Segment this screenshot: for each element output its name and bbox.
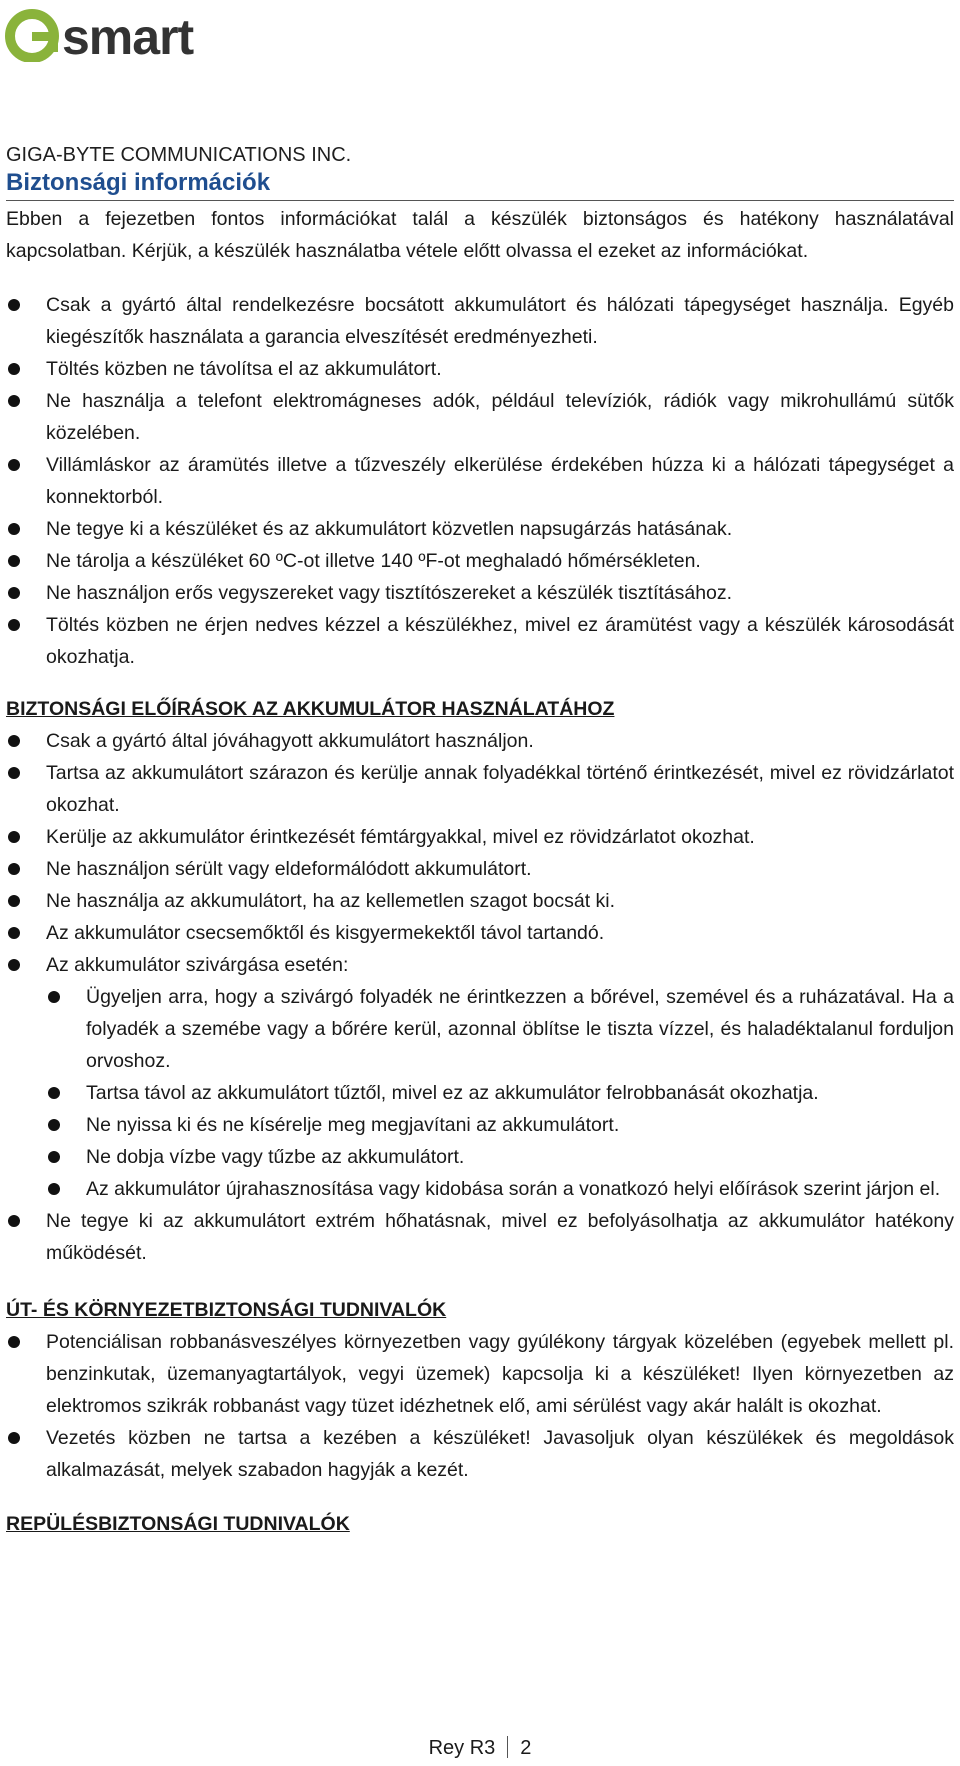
- bullet-icon: [48, 991, 60, 1003]
- gsmart-logo: [4, 2, 262, 62]
- bullet-icon: [48, 1119, 60, 1131]
- list-item: Csak a gyártó által rendelkezésre bocsátott akkumulátort és hálózati tápegységet használja. Egyéb kiegészítők használata a garancia elveszítését eredményezheti.: [6, 289, 954, 353]
- bullet-icon: [8, 1336, 20, 1348]
- bullet-icon: [8, 863, 20, 875]
- bullet-icon: [8, 735, 20, 747]
- list-item: Ne használja az akkumulátort, ha az kellemetlen szagot bocsát ki.: [6, 885, 954, 917]
- list-item: Töltés közben ne távolítsa el az akkumulátort.: [6, 353, 954, 385]
- page-title: Biztonsági információk: [6, 168, 954, 201]
- list-item: Ügyeljen arra, hogy a szivárgó folyadék ne érintkezzen a bőrével, szemével és a ruházatával. Ha a folyadék a szemébe vagy a bőrére kerül, azonnal öblítse le tiszta vízzel, és haladéktalanul forduljon orvoshoz.: [46, 981, 954, 1077]
- bullet-icon: [8, 959, 20, 971]
- battery-section-title: BIZTONSÁGI ELŐÍRÁSOK AZ AKKUMULÁTOR HASZNÁLATÁHOZ: [6, 698, 615, 720]
- list-item: Ne dobja vízbe vagy tűzbe az akkumulátort.: [46, 1141, 954, 1173]
- battery-leak-sublist: [46, 981, 954, 1205]
- road-section-title: ÚT- ÉS KÖRNYEZETBIZTONSÁGI TUDNIVALÓK: [6, 1299, 447, 1321]
- bullet-icon: [8, 767, 20, 779]
- company-name: GIGA-BYTE COMMUNICATIONS INC.: [6, 144, 352, 166]
- intro-paragraph: Ebben a fejezetben fontos információkat talál a készülék biztonságos és hatékony használatával kapcsolatban. Kérjük, a készülék használatba vétele előtt olvassa el ezeket az információkat.: [6, 208, 954, 262]
- list-item: Töltés közben ne érjen nedves kézzel a készülékhez, mivel ez áramütést vagy a készülék károsodását okozhatja.: [6, 609, 954, 673]
- bullet-icon: [8, 395, 20, 407]
- model-name: Rey R3: [428, 1737, 496, 1759]
- list-item: Csak a gyártó által jóváhagyott akkumulátort használjon.: [6, 725, 954, 757]
- list-item: Tartsa távol az akkumulátort tűztől, mivel ez az akkumulátor felrobbanását okozhatja.: [46, 1077, 954, 1109]
- list-item: Ne nyissa ki és ne kísérelje meg megjavítani az akkumulátort.: [46, 1109, 954, 1141]
- bullet-icon: [8, 363, 20, 375]
- list-item: Az akkumulátor csecsemőktől és kisgyermekektől távol tartandó.: [6, 917, 954, 949]
- bullet-icon: [8, 523, 20, 535]
- page-number: 2: [520, 1737, 532, 1759]
- bullet-icon: [48, 1087, 60, 1099]
- page-footer: [0, 1736, 960, 1760]
- list-item: Potenciálisan robbanásveszélyes környezetben vagy gyúlékony tárgyak közelében (egyebek mellett pl. benzinkutak, üzemanyagtartályok, vegyi üzemek) kapcsolja ki a készüléket! Ilyen környezetben az elektromos szikrák robbanást vagy tüzet idézhetnek elő, ami sérülést vagy akár halált is okozhat.: [6, 1326, 954, 1422]
- list-item: Az akkumulátor újrahasznosítása vagy kidobása során a vonatkozó helyi előírások szerint járjon el.: [46, 1173, 954, 1205]
- bullet-icon: [8, 459, 20, 471]
- road-safety-list: [6, 1326, 954, 1486]
- list-item: Tartsa az akkumulátort szárazon és kerülje annak folyadékkal történő érintkezését, mivel ez rövidzárlatot okozhat.: [6, 757, 954, 821]
- list-item: Ne tegye ki az akkumulátort extrém hőhatásnak, mivel ez befolyásolhatja az akkumulátor hatékony működését.: [6, 1205, 954, 1269]
- battery-safety-list: [6, 725, 954, 981]
- list-item: Ne tegye ki a készüléket és az akkumulátort közvetlen napsugárzás hatásának.: [6, 513, 954, 545]
- bullet-icon: [8, 619, 20, 631]
- bullet-icon: [8, 895, 20, 907]
- list-item: Ne tárolja a készüléket 60 ºC-ot illetve 140 ºF-ot meghaladó hőmérsékleten.: [6, 545, 954, 577]
- list-item: Kerülje az akkumulátor érintkezését fémtárgyakkal, mivel ez rövidzárlatot okozhat.: [6, 821, 954, 853]
- footer-divider: [507, 1736, 508, 1758]
- bullet-icon: [8, 927, 20, 939]
- document-body: [6, 142, 954, 1540]
- bullet-icon: [8, 831, 20, 843]
- bullet-icon: [8, 555, 20, 567]
- list-item: Villámláskor az áramütés illetve a tűzveszély elkerülése érdekében húzza ki a hálózati tápegységet a konnektorból.: [6, 449, 954, 513]
- list-item: Ne használjon erős vegyszereket vagy tisztítószereket a készülék tisztításához.: [6, 577, 954, 609]
- list-item: Vezetés közben ne tartsa a kezében a készüléket! Javasoljuk olyan készülékek és megoldások alkalmazását, melyek szabadon hagyják a kezét.: [6, 1422, 954, 1486]
- bullet-icon: [8, 587, 20, 599]
- list-item: Az akkumulátor szivárgása esetén:: [6, 949, 954, 981]
- general-safety-list: [6, 289, 954, 673]
- flight-section-title: REPÜLÉSBIZTONSÁGI TUDNIVALÓK: [6, 1513, 350, 1535]
- list-item: Ne használjon sérült vagy eldeformálódott akkumulátort.: [6, 853, 954, 885]
- bullet-icon: [8, 299, 20, 311]
- battery-safety-list-end: [6, 1205, 954, 1269]
- svg-text:smart: smart: [62, 9, 194, 62]
- bullet-icon: [8, 1432, 20, 1444]
- bullet-icon: [8, 1215, 20, 1227]
- list-item: Ne használja a telefont elektromágneses adók, például televíziók, rádiók vagy mikrohullámú sütők közelében.: [6, 385, 954, 449]
- bullet-icon: [48, 1151, 60, 1163]
- bullet-icon: [48, 1183, 60, 1195]
